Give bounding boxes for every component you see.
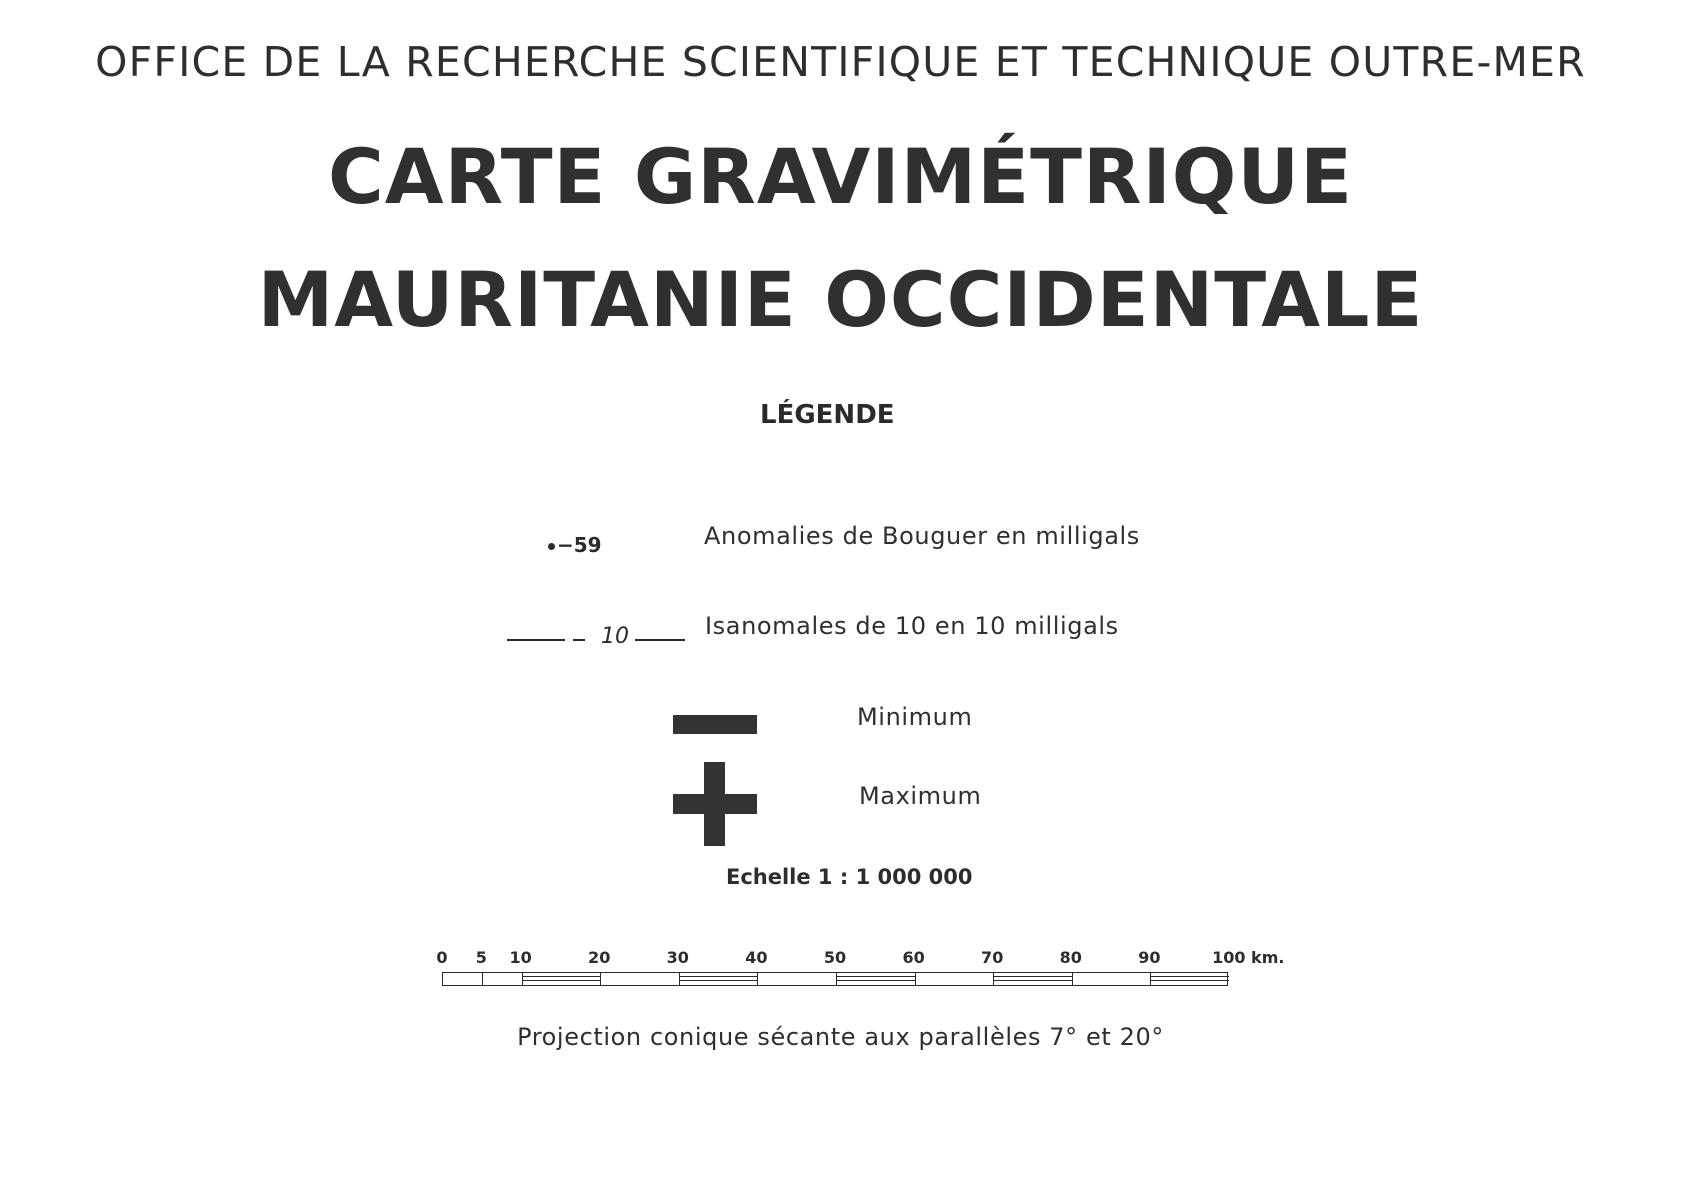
scale-division — [600, 973, 601, 985]
projection-note: Projection conique sécante aux parallèles 7° et 20° — [517, 1023, 1164, 1051]
scale-division — [915, 973, 916, 985]
scale-tick-label: 90 — [1138, 948, 1161, 967]
legend-label-bouguer: Anomalies de Bouguer en milligals — [704, 522, 1140, 550]
scale-tick-label: 40 — [745, 948, 768, 967]
minimum-bar-icon — [673, 715, 757, 734]
bouguer-point-symbol — [548, 533, 602, 557]
scale-tick-label: 100 km. — [1212, 948, 1285, 967]
scale-division — [1072, 973, 1073, 985]
scale-bar — [430, 942, 1285, 1012]
legend-label-isanomales: Isanomales de 10 en 10 milligals — [705, 612, 1119, 640]
legend-heading: LÉGENDE — [760, 400, 895, 430]
scale-filled-segment — [1150, 976, 1229, 981]
scale-tick-label: 50 — [823, 948, 847, 967]
isanomal-line-symbol — [507, 622, 685, 652]
scale-tick-label: 5 — [475, 948, 487, 967]
isoline-segment — [635, 639, 685, 641]
scale-filled-segment — [836, 976, 915, 981]
map-title-line1: CARTE GRAVIMÉTRIQUE — [328, 132, 1353, 221]
scale-tick-label: 20 — [588, 948, 611, 967]
scale-tick-label: 80 — [1059, 948, 1082, 967]
legend-label-minimum: Minimum — [857, 703, 973, 731]
scale-ratio: Echelle 1 : 1 000 000 — [726, 865, 973, 889]
scale-tick-label: 60 — [902, 948, 925, 967]
scale-tick-label: 30 — [666, 948, 689, 967]
scale-tick-label: 70 — [981, 948, 1004, 967]
scale-filled-segment — [522, 976, 601, 981]
scale-tick-label: 10 — [509, 948, 532, 967]
legend-label-maximum: Maximum — [859, 782, 982, 810]
scale-division — [757, 973, 758, 985]
scale-filled-segment — [993, 976, 1072, 981]
bouguer-point-value: −59 — [557, 533, 602, 557]
isoline-segment — [507, 639, 565, 641]
scale-bar-frame — [442, 972, 1228, 986]
cross-vertical-bar — [704, 762, 725, 846]
scale-filled-segment — [679, 976, 758, 981]
scale-division — [482, 973, 483, 985]
isoline-value: 10 — [601, 624, 629, 649]
maximum-cross-icon — [673, 762, 757, 846]
map-title-line2: MAURITANIE OCCIDENTALE — [257, 255, 1424, 344]
point-dot-icon — [548, 543, 555, 550]
organization-heading: OFFICE DE LA RECHERCHE SCIENTIFIQUE ET TECHNIQUE OUTRE-MER — [95, 38, 1586, 86]
scale-tick-label: 0 — [436, 948, 448, 967]
isoline-segment — [573, 639, 585, 641]
